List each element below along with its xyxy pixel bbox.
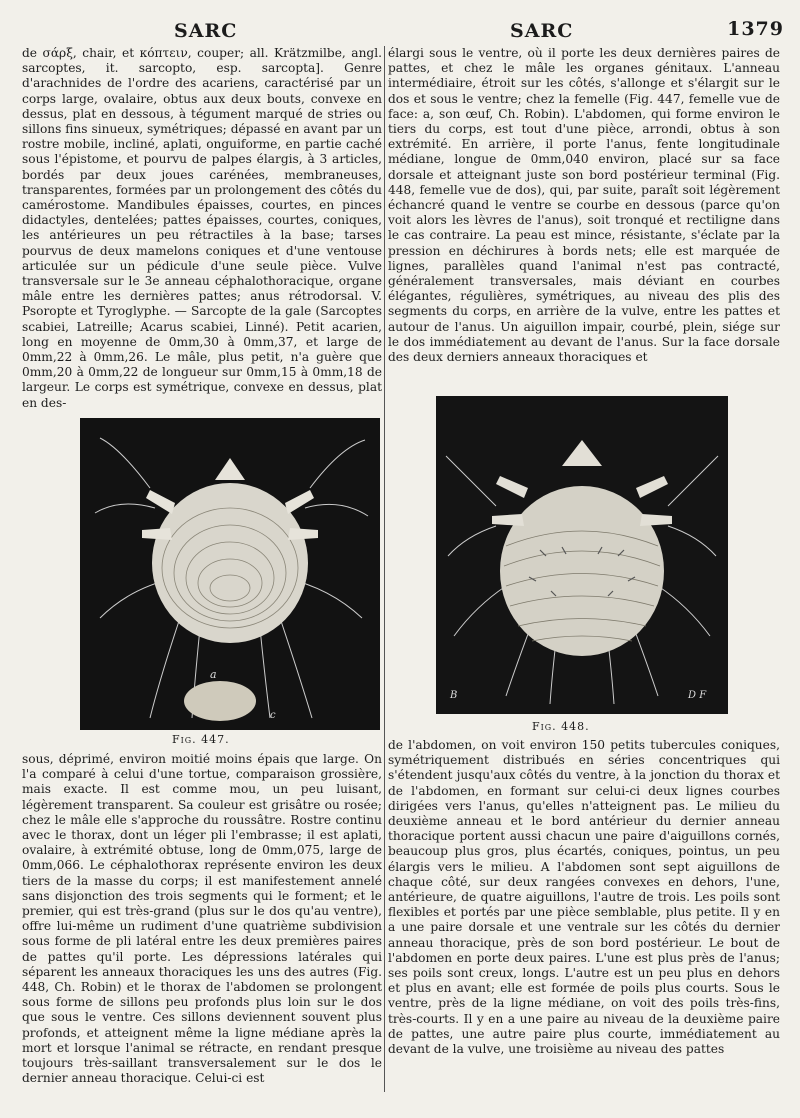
left-column-bottom-text	[22, 752, 382, 1092]
figure-447-image	[80, 418, 380, 730]
figure-label-c: c	[270, 710, 276, 721]
right-column-top-text	[388, 46, 780, 392]
figure-448-image	[436, 396, 728, 714]
paragraph: de σάρξ, chair, et κόπτειν, couper; all. Krätzmilbe, angl. sarcoptes, it. sarcopto, esp. sarcopta]. Genre d'arachnides de l'ordre des acariens, caractérisé par un corps large, ovalaire, obtus aux deux bouts, convexe en dessus, plat en dessous, à tégument marqué de stries ou sillons fins sinueux, symétriques; dépassé en avant par un rostre mobile, incliné, aplati, onguiforme, en partie caché sous l'épistome, et pourvu de palpes élargis, à 3 articles, bordés par deux joues carénées, membraneuses, transparentes, formées par un prolongement des côtés du camérostome. Mandibules épaisses, courtes, en pinces didactyles, dentelées; pattes épaisses, courtes, coniques, les antérieures un peu rétractiles à la base; tarses pourvus de deux mamelons coniques et d'une ventouse articulée sur un pédicule d'une seule pièce. Vulve transversale sur le 3e anneau céphalothoracique, organe mâle entre les dernières pattes; anus rétrodorsal. V. Psoropte et Tyroglyphe. — Sarcopte de la gale (Sarcoptes scabiei, Latreille; Acarus scabiei, Linné). Petit acarien, long en moyenne de 0mm,30 à 0mm,37, et large de 0mm,22 à 0mm,26. Le mâle, plus petit, n'a guère que 0mm,20 à 0mm,22 de longueur sur 0mm,15 à 0mm,18 de largeur. Le corps est symétrique, convexe en dessus, plat en des-	[22, 46, 382, 410]
paragraph: sous, déprimé, environ moitié moins épais que large. On l'a comparé à celui d'une tortue, comparaison grossière, mais exacte. Il est comme mou, un peu luisant, légèrement transparent. Sa couleur est grisâtre ou rosée; chez le mâle elle s'approche du roussâtre. Rostre continu avec le thorax, dont un léger pli l'embrasse; il est aplati, ovalaire, à extrémité obtuse, long de 0mm,075, large de 0mm,066. Le céphalothorax représente environ les deux tiers de la masse du corps; il est manifestement annelé sans disjonction des trois segments qui le forment; et le premier, qui est très-grand (plus sur le dos qu'au ventre), offre lui-même un rudiment d'une quatrième subdivision sous forme de pli latéral entre les deux premières paires de pattes qu'il porte. Les dépressions latérales qui séparent les anneaux thoraciques les uns des autres (Fig. 448, Ch. Robin) et le thorax de l'abdomen se prolongent sous forme de sillons peu profonds plus loin sur le dos que sous le ventre. Ces sillons deviennent souvent plus profonds, et atteignent même la ligne médiane après la mort et lorsque l'animal se rétracte, en rendant presque toujours très-saillant transversalement sur le dos le dernier anneau thoracique. Celui-ci est	[22, 752, 382, 1086]
header-center-title: SARC	[510, 20, 574, 42]
header-left-title: SARC	[174, 20, 238, 42]
page-number: 1379	[727, 18, 784, 40]
right-column-bottom-text	[388, 738, 780, 1092]
left-column-top-text	[22, 46, 382, 410]
figure-447-caption: Fig. 447.	[172, 733, 230, 746]
figure-label-b: B	[450, 690, 458, 701]
figure-448-caption: Fig. 448.	[532, 720, 590, 733]
paragraph: de l'abdomen, on voit environ 150 petits tubercules coniques, symétriquement distribués en séries concentriques qui s'étendent jusqu'aux côtés du ventre, à la jonction du thorax et de l'abdomen, en formant sur celui-ci deux lignes courbes dirigées vers l'anus, qu'elles n'atteignent pas. Le milieu du deuxième anneau et le bord antérieur du dernier anneau thoracique portent aussi chacun une paire d'aiguillons cornés, beaucoup plus gros, plus écartés, coniques, pointus, un peu élargis vers le milieu. A l'abdomen sont sept aiguillons de chaque côté, sur deux rangées convexes en dehors, l'une, antérieure, de quatre aiguillons, l'autre de trois. Les poils sont flexibles et portés par une pièce semblable, plus petite. Il y en a une paire dorsale et une ventrale sur les côtés du dernier anneau thoracique, près de son bord postérieur. Le bout de l'abdomen en porte deux paires. L'une est plus près de l'anus; ses poils sont creux, longs. L'autre est un peu plus en dehors et plus en avant; elle est formée de poils plus courts. Sous le ventre, près de la ligne médiane, on voit des poils très-fins, très-courts. Il y en a une paire au niveau de la deuxième paire de pattes, une autre paire plus courte, immédiatement au devant de la vulve, une troisième au niveau des pattes	[388, 738, 780, 1057]
mite-dorsal-illustration	[436, 396, 728, 714]
figure-label-df: D F	[688, 690, 707, 701]
figure-label-a: a	[210, 668, 217, 681]
paragraph: élargi sous le ventre, où il porte les deux dernières paires de pattes, et chez le mâle les organes génitaux. L'anneau intermédiaire, étroit sur les côtés, s'allonge et s'élargit sur le dos et sous le ventre; chez la femelle (Fig. 447, femelle vue de face: a, son œuf, Ch. Robin). L'abdomen, qui forme environ le tiers du corps, est tout d'une pièce, arrondi, obtus à son extrémité. En arrière, il porte l'anus, fente longitudinale médiane, longue de 0mm,040 environ, placé sur sa face dorsale et atteignant juste son bord postérieur terminal (Fig. 448, femelle vue de dos), qui, par suite, paraît soit légèrement échancré quand le ventre se courbe en dessous (parce qu'on voit alors les lèvres de l'anus), soit tronqué et rectiligne dans le cas contraire. La peau est mince, résistante, s'éclate par la pression en déchirures à bords nets; elle est marquée de lignes, parallèles quand l'animal n'est pas contracté, généralement transversales, mais déviant en courbes élégantes, régulières, symétriques, au niveau des plis des segments du corps, en arrière de la vulve, entre les pattes et autour de l'anus. Un aiguillon impair, courbé, plein, siége sur le dos immédiatement au devant de l'anus. Sur la face dorsale des deux derniers anneaux thoraciques et	[388, 46, 780, 365]
page-header	[0, 0, 800, 44]
mite-ventral-illustration	[80, 418, 380, 730]
column-divider	[384, 46, 385, 1092]
